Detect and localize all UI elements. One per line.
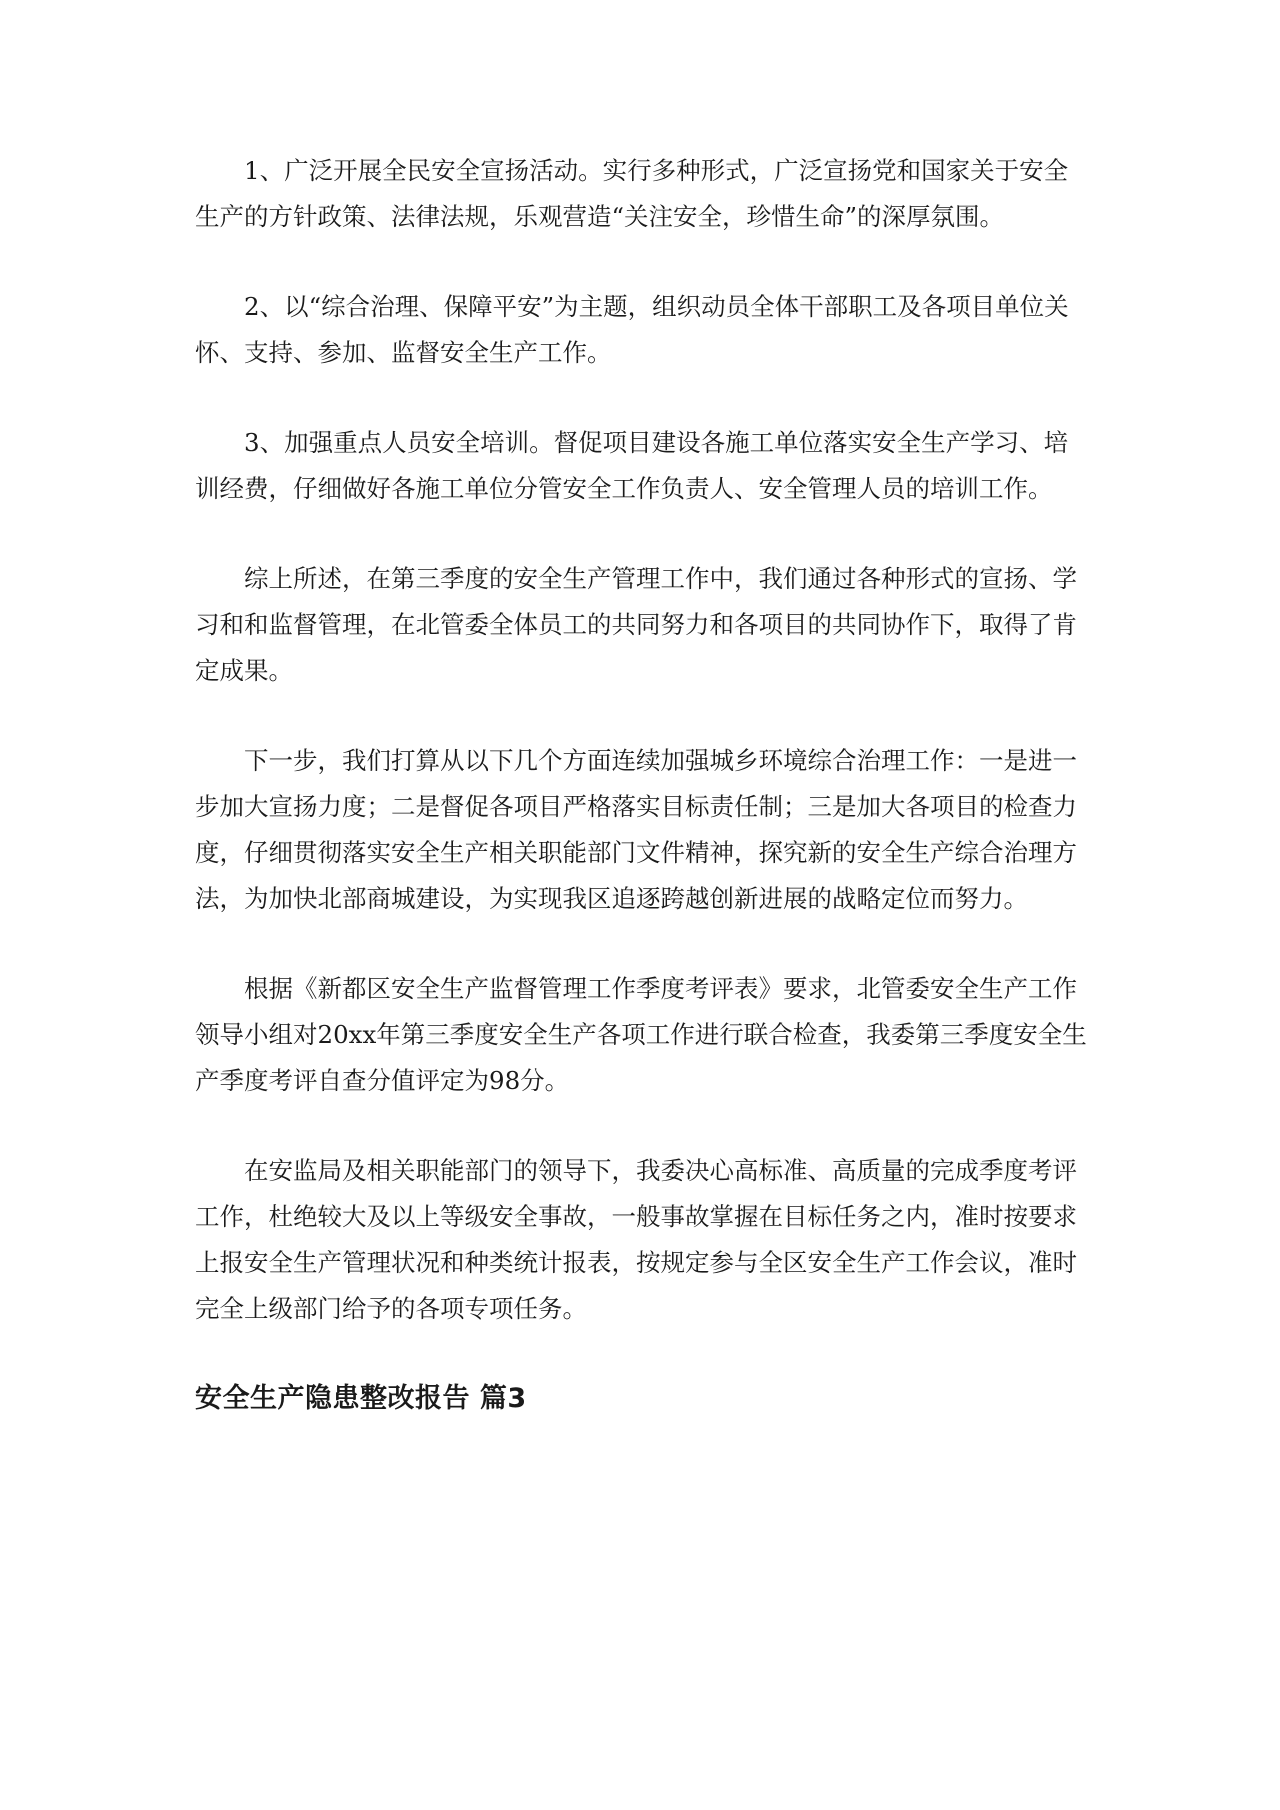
- paragraph-evaluation: 根据《新都区安全生产监督管理工作季度考评表》要求，北管委安全生产工作领导小组对20xx年第三季度安全生产各项工作进行联合检查，我委第三季度安全生产季度考评自查分值评定为98分。: [195, 974, 1087, 1095]
- paragraph-3: 3、加强重点人员安全培训。督促项目建设各施工单位落实安全生产学习、培训经费，仔细做好各施工单位分管安全工作负责人、安全管理人员的培训工作。: [195, 428, 1069, 503]
- document-page: [195, 148, 1091, 1422]
- paragraph-1: 1、广泛开展全民安全宣扬活动。实行多种形式，广泛宣扬党和国家关于安全生产的方针政策、法律法规，乐观营造“关注安全，珍惜生命”的深厚氛围。: [195, 156, 1069, 231]
- paragraph-2: 2、以“综合治理、保障平安”为主题，组织动员全体干部职工及各项目单位关怀、支持、参加、监督安全生产工作。: [195, 292, 1069, 367]
- paragraph-commitment: 在安监局及相关职能部门的领导下，我委决心高标准、高质量的完成季度考评工作，杜绝较大及以上等级安全事故，一般事故掌握在目标任务之内，准时按要求上报安全生产管理状况和种类统计报表，按规定参与全区安全生产工作会议，准时完全上级部门给予的各项专项任务。: [195, 1156, 1077, 1323]
- paragraph-next-steps: 下一步，我们打算从以下几个方面连续加强城乡环境综合治理工作：一是进一步加大宣扬力度；二是督促各项目严格落实目标责任制；三是加大各项目的检查力度，仔细贯彻落实安全生产相关职能部门文件精神，探究新的安全生产综合治理方法，为加快北部商城建设，为实现我区追逐跨越创新进展的战略定位而努力。: [195, 746, 1077, 913]
- section-heading: 安全生产隐患整改报告 篇3: [195, 1383, 527, 1414]
- paragraph-summary: 综上所述，在第三季度的安全生产管理工作中，我们通过各种形式的宣扬、学习和和监督管理，在北管委全体员工的共同努力和各项目的共同协作下，取得了肯定成果。: [195, 564, 1077, 685]
